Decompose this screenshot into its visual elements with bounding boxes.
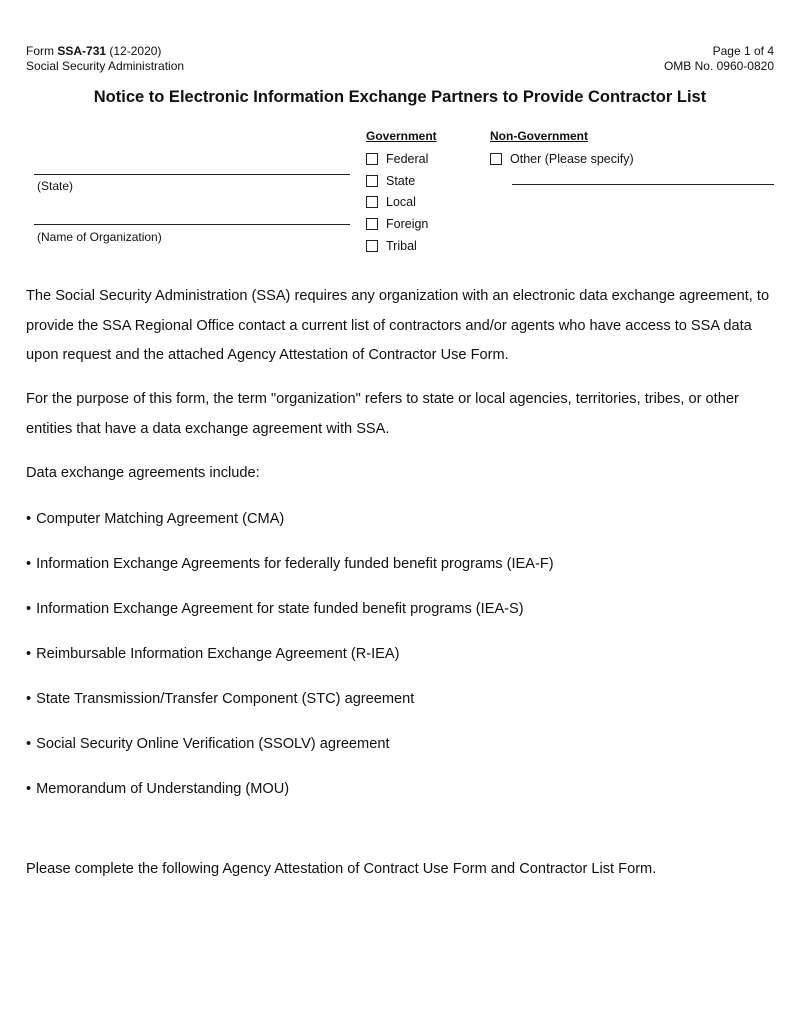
agreements-intro: Data exchange agreements include: xyxy=(26,465,260,481)
bullet-icon: • xyxy=(26,646,32,662)
foreign-label: Foreign xyxy=(386,217,429,231)
list-item xyxy=(26,735,390,753)
form-number: SSA-731 xyxy=(57,44,107,58)
form-prefix: Form xyxy=(26,44,58,58)
omb-number: OMB No. 0960-0820 xyxy=(663,59,774,73)
bullet-icon: • xyxy=(26,781,32,797)
organization-field-label: (Name of Organization) xyxy=(37,230,162,244)
list-item-text: Information Exchange Agreements for federally funded benefit programs (IEA-F) xyxy=(36,556,554,572)
state-label: State xyxy=(386,174,416,188)
organization-input-line[interactable] xyxy=(34,224,350,225)
other-label: Other (Please specify) xyxy=(510,152,634,166)
definition-paragraph: For the purpose of this form, the term "organization" refers to state or local agencies, territories, tribes, or other entities that have a data exchange agreement with SSA. xyxy=(26,391,739,437)
agency-name: Social Security Administration xyxy=(26,59,185,73)
federal-label: Federal xyxy=(386,152,429,166)
form-header-left xyxy=(26,44,184,74)
closing-instruction: Please complete the following Agency Attestation of Contract Use Form and Contractor List Form. xyxy=(26,861,657,877)
federal-checkbox[interactable] xyxy=(366,153,378,165)
list-item-text: Information Exchange Agreement for state funded benefit programs (IEA-S) xyxy=(36,601,524,617)
non-government-option-other[interactable] xyxy=(490,151,634,167)
bullet-icon: • xyxy=(26,556,32,572)
list-item-text: State Transmission/Transfer Component (STC) agreement xyxy=(36,691,415,707)
tribal-label: Tribal xyxy=(386,239,417,253)
state-checkbox[interactable] xyxy=(366,175,378,187)
form-header-right xyxy=(664,44,774,74)
list-item xyxy=(26,600,524,618)
list-item-text: Computer Matching Agreement (CMA) xyxy=(36,511,285,527)
government-option-foreign[interactable] xyxy=(366,216,428,232)
intro-paragraph: The Social Security Administration (SSA) requires any organization with an electronic data exchange agreement, to provide the SSA Regional Office contact a current list of contractors and/or agents who have access to SSA data upon request and the attached Agency Attestation of Contractor Use Form. xyxy=(26,288,770,363)
bullet-icon: • xyxy=(26,736,32,752)
form-date: (12-2020) xyxy=(106,44,162,58)
bullet-icon: • xyxy=(26,511,32,527)
form-id-line xyxy=(26,44,184,59)
list-item xyxy=(26,555,554,573)
list-item xyxy=(26,690,414,708)
list-item-text: Reimbursable Information Exchange Agreement (R-IEA) xyxy=(36,646,400,662)
state-input-line[interactable] xyxy=(34,174,350,175)
other-checkbox[interactable] xyxy=(490,153,502,165)
list-item-text: Memorandum of Understanding (MOU) xyxy=(36,781,290,797)
foreign-checkbox[interactable] xyxy=(366,218,378,230)
page-number: Page 1 of 4 xyxy=(712,44,774,58)
non-government-heading: Non-Government xyxy=(490,129,589,143)
local-label: Local xyxy=(386,195,416,209)
bullet-icon: • xyxy=(26,601,32,617)
list-item xyxy=(26,510,284,528)
state-field-label: (State) xyxy=(37,179,74,193)
page-title: Notice to Electronic Information Exchange Partners to Provide Contractor List xyxy=(93,88,707,106)
tribal-checkbox[interactable] xyxy=(366,240,378,252)
local-checkbox[interactable] xyxy=(366,196,378,208)
list-item-text: Social Security Online Verification (SSOLV) agreement xyxy=(36,736,390,752)
government-option-federal[interactable] xyxy=(366,151,428,167)
government-option-tribal[interactable] xyxy=(366,238,417,254)
bullet-icon: • xyxy=(26,691,32,707)
list-item xyxy=(26,645,400,663)
government-option-state[interactable] xyxy=(366,173,415,189)
other-specify-input-line[interactable] xyxy=(512,184,774,185)
list-item xyxy=(26,780,289,798)
government-option-local[interactable] xyxy=(366,194,416,210)
government-heading: Government xyxy=(366,129,437,143)
